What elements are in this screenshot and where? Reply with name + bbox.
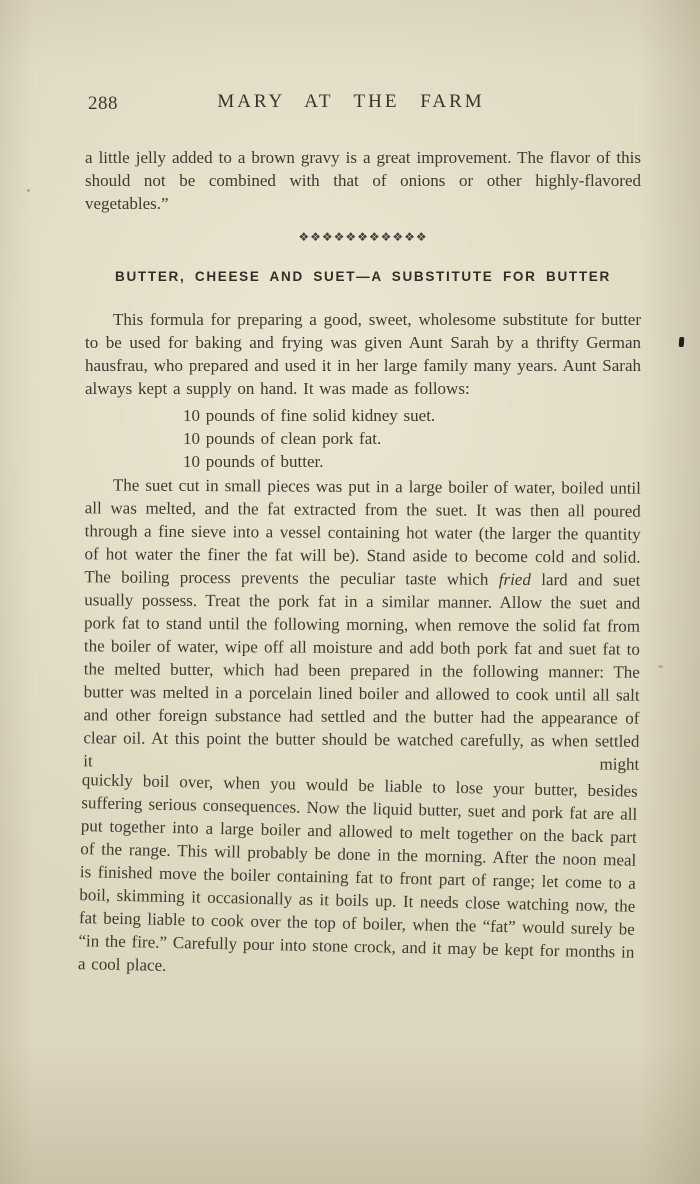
ingredient-item: 10 pounds of butter.: [183, 452, 324, 471]
ingredient-item: 10 pounds of clean pork fat.: [183, 429, 382, 448]
ornament-divider: ❖❖❖❖❖❖❖❖❖❖❖: [298, 230, 428, 244]
ink-speck: [679, 337, 685, 347]
ingredient-item: 10 pounds of fine solid kidney suet.: [183, 406, 436, 425]
section-heading: BUTTER, CHEESE AND SUET—A SUBSTITUTE FOR BUTTER: [115, 269, 611, 284]
method-paragraph-part1: The suet cut in small pieces was put in a large boiler of water, boiled until all was melted, and the fat extracted from the suet. It was then all poured through a fine sieve into a vessel containing hot water (the larger the quantity of hot water the finer the fat will be). Stand aside to become cold and solid. The boiling process prevents the peculiar taste which fried lard and suet usually possess. Treat the pork fat in a similar manner. Allow the suet and pork fat to stand until the following morning, when remove the solid fat from the boiler of water, wipe off all moisture and add both pork fat and suet fat to the melted butter, which had been prepared in the following manner: The butter was melted in a porcelain lined boiler and allowed to cook until all salt and other foreign substance had settled and the butter had the appearance of clear oil. At this point the butter should be watched carefully, as when settled it might: [83, 475, 641, 774]
ingredient-list: [85, 404, 641, 473]
page-text-block: [77, 0, 641, 981]
method-paragraph-part2: quickly boil over, when you would be liable to lose your butter, besides suffering serious consequences. Now the liquid butter, suet and pork fat are all put together into a large boiler and allowed to melt together on the back part of the range. This will probably be done in the morning. After the noon meal is finished move the boiler containing fat to front part of range; let come to a boil, skimming it occasionally as it boils up. It needs close watching now, the fat being liable to cook over the top of boiler, when the “fat” would surely be “in the fire.” Carefully pour into stone crock, and it may be kept for months in a cool place.: [77, 770, 638, 975]
intro-paragraph: This formula for preparing a good, sweet, wholesome substitute for butter to be used for baking and frying was given Aunt Sarah by a thrifty German hausfrau, who prepared and used it in her large family many years. Aunt Sarah always kept a supply on hand. It was made as follows:: [85, 310, 641, 398]
page-number: 288: [88, 93, 118, 114]
running-title: MARY AT THE FARM: [217, 91, 485, 112]
paper-blemish: [27, 189, 30, 192]
page-header: [85, 0, 641, 114]
continued-paragraph: a little jelly added to a brown gravy is a great improvement. The flavor of this should not be combined with that of onions or other highly-flavored vegetables.”: [85, 148, 641, 213]
paper-blemish: [658, 665, 663, 668]
